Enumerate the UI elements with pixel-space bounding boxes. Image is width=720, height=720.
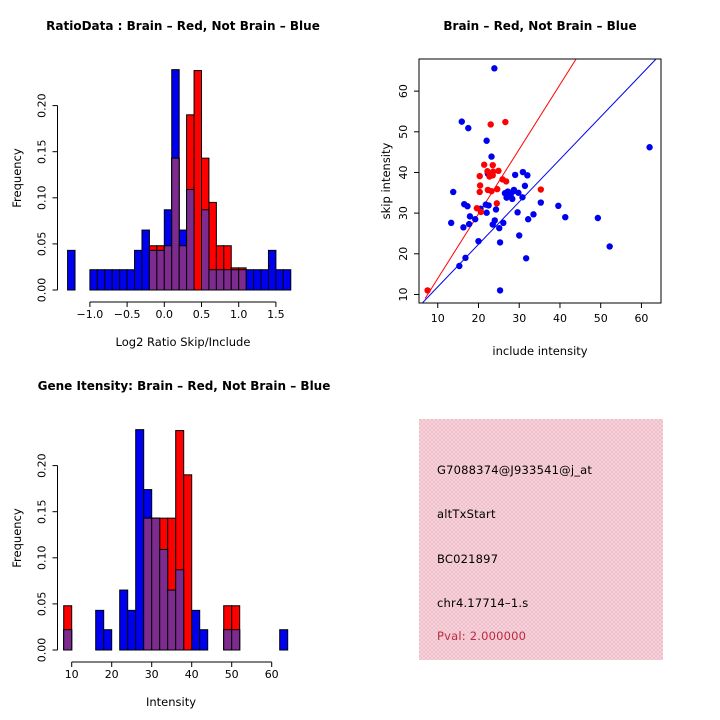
y-tick-label: 30: [397, 206, 410, 221]
scatter-point-red: [495, 168, 501, 174]
histogram-bar-blue: [192, 610, 200, 650]
scatter-point-blue: [464, 203, 470, 209]
scatter-point-red: [478, 209, 484, 215]
scatter-point-blue: [467, 213, 473, 219]
scatter-point-red: [502, 119, 508, 125]
x-tick-label: 30: [144, 668, 159, 681]
scatter-point-blue: [448, 220, 454, 226]
scatter-point-blue: [522, 183, 528, 189]
scatter-point-blue: [524, 172, 530, 178]
probe-id-text: G7088374@J933541@j_at: [437, 463, 593, 477]
histogram-bar-overlap: [209, 270, 216, 290]
histogram-bar-red: [184, 475, 192, 650]
scatter-point-blue: [606, 243, 612, 249]
scatter-point-blue: [491, 65, 497, 71]
histogram-bar-overlap: [239, 270, 246, 290]
histogram-bar-overlap: [216, 270, 223, 290]
scatter-point-blue: [496, 225, 502, 231]
ratio-histogram-plot: [0, 0, 360, 360]
scatter-point-blue: [483, 210, 489, 216]
x-tick-label: 40: [552, 312, 567, 325]
histogram-bar-overlap: [232, 630, 240, 650]
y-tick-label: 20: [397, 246, 410, 261]
histogram-bar-blue: [112, 270, 119, 290]
histogram-bar-overlap: [64, 630, 72, 650]
scatter-point-blue: [485, 202, 491, 208]
x-tick-label: 1.0: [229, 308, 248, 321]
histogram-bar-blue: [90, 270, 97, 290]
y-tick-label: 0.05: [35, 591, 49, 617]
histogram-bar-blue: [96, 610, 104, 650]
scatter-point-blue: [525, 216, 531, 222]
histogram-bar-overlap: [172, 158, 179, 290]
accession-text: BC021897: [437, 552, 499, 566]
y-tick-label: 0.15: [35, 139, 49, 164]
scatter-xlabel: include intensity: [492, 344, 588, 358]
x-tick-label: 20: [104, 668, 119, 681]
x-tick-label: 60: [264, 668, 279, 681]
event-type-text: altTxStart: [437, 507, 496, 521]
scatter-point-blue: [497, 287, 503, 293]
x-tick-label: 20: [471, 312, 486, 325]
y-tick-label: 10: [397, 287, 410, 302]
scatter-point-red: [490, 162, 496, 168]
scatter-point-blue: [500, 220, 506, 226]
x-tick-label: 50: [224, 668, 239, 681]
y-tick-label: 0.20: [35, 453, 49, 478]
scatter-point-blue: [450, 189, 456, 195]
histogram-bar-overlap: [160, 550, 168, 650]
x-tick-label: 30: [512, 312, 527, 325]
histogram-bar-blue: [105, 270, 112, 290]
x-tick-label: 40: [184, 668, 199, 681]
histogram-bar-blue: [136, 430, 144, 650]
histogram-bar-blue: [104, 630, 112, 650]
histogram-bar-overlap: [168, 590, 176, 650]
intensity-histogram-plot: [0, 360, 360, 720]
scatter-point-red: [477, 189, 483, 195]
histogram-bar-overlap: [187, 190, 194, 290]
scatter-point-blue: [512, 172, 518, 178]
histogram-bar-overlap: [224, 630, 232, 650]
histogram-bar-blue: [280, 630, 288, 650]
scatter-point-blue: [562, 214, 568, 220]
histogram-bar-blue: [68, 250, 75, 290]
scatter-point-blue: [514, 209, 520, 215]
scatter-point-blue: [490, 221, 496, 227]
intensity-hist-ylabel: Frequency: [10, 508, 24, 568]
histogram-bar-blue: [135, 250, 142, 290]
intensity-hist-title: Gene Itensity: Brain – Red, Not Brain – Blue: [37, 379, 331, 393]
scatter-point-blue: [488, 153, 494, 159]
scatter-point-blue: [503, 194, 509, 200]
y-tick-label: 50: [397, 124, 410, 139]
histogram-bar-overlap: [164, 246, 171, 290]
y-tick-label: 0.05: [35, 231, 49, 257]
scatter-point-blue: [509, 196, 515, 202]
histogram-bar-overlap: [231, 270, 238, 290]
scatter-point-blue: [456, 263, 462, 269]
scatter-point-blue: [475, 238, 481, 244]
scatter-title: Brain – Red, Not Brain – Blue: [443, 19, 637, 33]
scatter-point-red: [538, 186, 544, 192]
scatter-point-blue: [459, 118, 465, 124]
scatter-point-red: [488, 121, 494, 127]
histogram-bar-blue: [127, 270, 134, 290]
scatter-point-blue: [462, 255, 468, 261]
scatter-point-blue: [538, 199, 544, 205]
histogram-bar-blue: [276, 270, 283, 290]
x-tick-label: −0.5: [113, 308, 141, 321]
x-tick-label: 0.0: [155, 308, 174, 321]
y-tick-label: 60: [397, 84, 410, 99]
x-tick-label: −1.0: [76, 308, 104, 321]
ratio-hist-title: RatioData : Brain – Red, Not Brain – Blue: [46, 19, 320, 33]
histogram-bar-blue: [261, 270, 268, 290]
histogram-bar-overlap: [157, 250, 164, 290]
histogram-bar-overlap: [149, 250, 156, 290]
histogram-bar-blue: [200, 630, 208, 650]
histogram-bar-overlap: [179, 246, 186, 290]
scatter-point-red: [494, 200, 500, 206]
histogram-bar-blue: [142, 230, 149, 290]
y-tick-label: 40: [397, 165, 410, 180]
y-tick-label: 0.10: [35, 545, 49, 571]
scatter-point-red: [481, 162, 487, 168]
scatter-point-blue: [595, 215, 601, 221]
scatter-point-red: [490, 172, 496, 178]
scatter-point-blue: [465, 125, 471, 131]
scatter-point-blue: [511, 187, 517, 193]
scatter-point-red: [488, 188, 494, 194]
scatter-point-blue: [460, 224, 466, 230]
scatter-plot: [360, 0, 720, 360]
locus-text: chr4.17714–1.s: [437, 596, 529, 610]
scatter-point-blue: [530, 211, 536, 217]
histogram-bar-red: [194, 71, 201, 290]
scatter-point-blue: [497, 239, 503, 245]
pval-text: Pval: 2.000000: [437, 629, 527, 643]
x-tick-label: 1.5: [267, 308, 285, 321]
histogram-bar-blue: [246, 270, 253, 290]
scatter-point-blue: [523, 255, 529, 261]
histogram-bar-blue: [128, 610, 136, 650]
scatter-point-blue: [466, 221, 472, 227]
histogram-bar-blue: [97, 270, 104, 290]
scatter-point-red: [424, 287, 430, 293]
scatter-point-red: [503, 178, 509, 184]
scatter-point-blue: [516, 232, 522, 238]
histogram-bar-blue: [268, 250, 275, 290]
scatter-point-red: [494, 186, 500, 192]
y-tick-label: 0.00: [35, 277, 49, 303]
intensity-hist-xlabel: Intensity: [145, 695, 197, 709]
histogram-bar-overlap: [224, 270, 231, 290]
scatter-point-blue: [493, 206, 499, 212]
histogram-bar-blue: [254, 270, 261, 290]
histogram-bar-blue: [283, 270, 290, 290]
scatter-point-red: [477, 182, 483, 188]
histogram-bar-overlap: [144, 518, 152, 650]
y-tick-label: 0.15: [35, 499, 49, 524]
histogram-bar-blue: [120, 270, 127, 290]
y-tick-label: 0.10: [35, 185, 49, 211]
x-tick-label: 10: [430, 312, 445, 325]
histogram-bar-overlap: [202, 210, 209, 290]
histogram-bar-blue: [120, 590, 128, 650]
scatter-ylabel: skip intensity: [379, 142, 393, 220]
scatter-point-blue: [519, 194, 525, 200]
ratio-hist-xlabel: Log2 Ratio Skip/Include: [115, 335, 251, 349]
histogram-bar-overlap: [176, 570, 184, 650]
x-tick-label: 60: [634, 312, 649, 325]
y-tick-label: 0.20: [35, 93, 49, 118]
plot-box: [419, 59, 661, 303]
x-tick-label: 50: [593, 312, 608, 325]
ratio-hist-ylabel: Frequency: [10, 148, 24, 208]
scatter-point-blue: [646, 144, 652, 150]
gene-info-panel: [419, 419, 663, 660]
scatter-point-blue: [483, 138, 489, 144]
x-tick-label: 10: [64, 668, 79, 681]
scatter-point-red: [477, 173, 483, 179]
histogram-bar-overlap: [152, 518, 160, 650]
scatter-point-blue: [555, 203, 561, 209]
y-tick-label: 0.00: [35, 637, 49, 663]
x-tick-label: 0.5: [192, 308, 211, 321]
